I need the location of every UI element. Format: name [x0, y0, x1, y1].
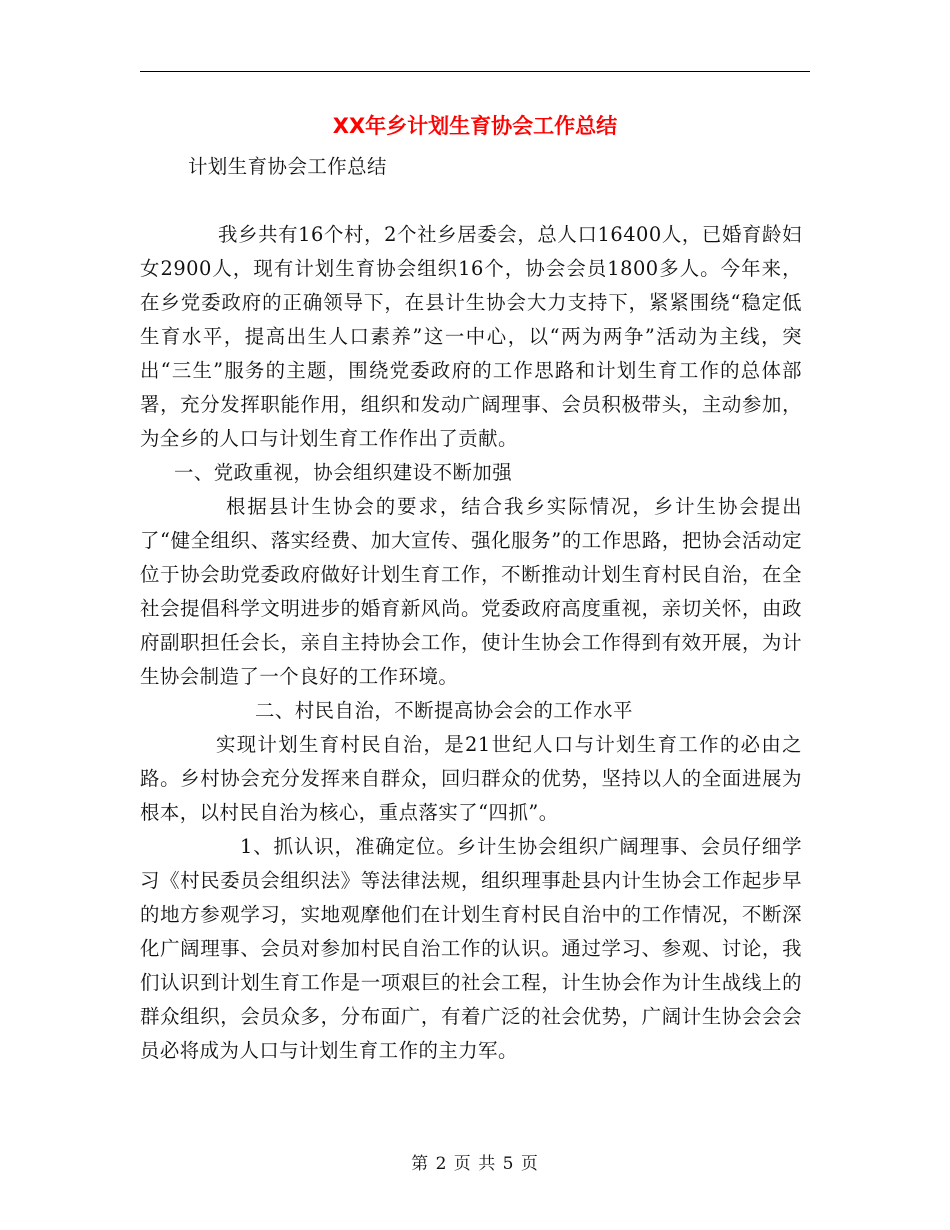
page-number-footer: 第 2 页 共 5 页 [411, 1154, 539, 1174]
section-heading-2: 二、村民自治，不断提高协会会的工作水平 [255, 699, 633, 722]
section-3-paragraph: 1、抓认识，准确定位。乡计生协会组织广阔理事、会员仔细学习《村民委员会组织法》等法律法规，组织理事赴县内计生协会工作起步早的地方参观学习，实地观摩他们在计划生育村民自治中的工作情况，不断深化广阔理事、会员对参加村民自治工作的认识。通过学习、参观、讨论，我们认识到计划生育工作是一项艰巨的社会工程，计生协会作为计生战线上的群众组织，会员众多，分布面广，有着广泛的社会优势，广阔计生协会会会员必将成为人口与计划生育工作的主力军。 [140, 835, 802, 1062]
document-subtitle: 计划生育协会工作总结 [188, 155, 387, 178]
intro-paragraph: 我乡共有16个村，2个社乡居委会，总人口16400人，已婚育龄妇女2900人，现有计划生育协会组织16个，协会会员1800多人。今年来，在乡党委政府的正确领导下，在县计生协会大力支持下，紧紧围绕“稳定低生育水平，提高出生人口素养”这一中心，以“两为两争”活动为主线，突出“三生”服务的主题，围绕党委政府的工作思路和计划生育工作的总体部署，充分发挥职能作用，组织和发动广阔理事、会员积极带头，主动参加，为全乡的人口与计划生育工作作出了贡献。 [140, 223, 802, 450]
paragraph-gap [140, 184, 802, 218]
document-body [140, 150, 802, 1068]
header-rule [140, 71, 810, 72]
document-title: XX年乡计划生育协会工作总结 [332, 114, 618, 138]
section-1-paragraph: 根据县计生协会的要求，结合我乡实际情况，乡计生协会提出了“健全组织、落实经费、加大宣传、强化服务”的工作思路，把协会活动定位于协会助党委政府做好计划生育工作，不断推动计划生育村民自治，在全社会提倡科学文明进步的婚育新风尚。党委政府高度重视，亲切关怀，由政府副职担任会长，亲自主持协会工作，使计生协会工作得到有效开展，为计生协会制造了一个良好的工作环境。 [140, 495, 802, 688]
section-2-paragraph: 实现计划生育村民自治，是21世纪人口与计划生育工作的必由之路。乡村协会充分发挥来自群众，回归群众的优势，坚持以人的全面进展为根本，以村民自治为核心，重点落实了“四抓”。 [140, 733, 802, 824]
section-heading-1: 一、党政重视，协会组织建设不断加强 [174, 461, 513, 484]
